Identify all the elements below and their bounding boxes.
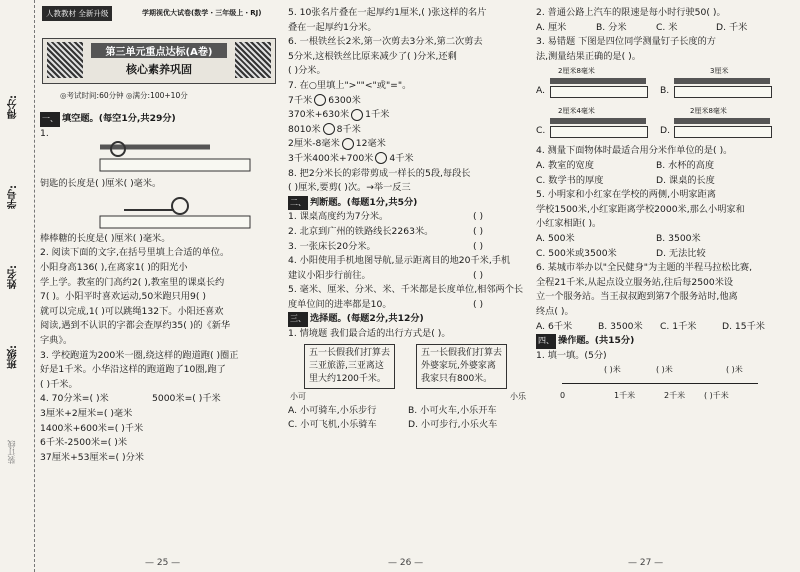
q3-line: ( )千米。 [40,378,78,390]
section-choice: 三、 选择题。(每题2分,共12分) [288,312,528,327]
q3-line: 3. 学校跑道为200米一圈,绕这样的跑道跑( )圈正 [40,349,239,361]
c6-question: 终点( )。 [536,305,574,317]
judge-item: 3. 一张床长20分米。 ( ) [288,240,484,252]
exam-header: 学期视优大试卷(数学・三年级上・RJ) [142,9,262,17]
judge-item: 建议小阳步行前往。 ( ) [288,269,484,281]
section-true-false: 二、 判断题。(每题1分,共5分) [288,196,528,211]
c2-question: 2. 普通公路上汽车的限速是每小时行驶50( )。 [536,7,726,18]
ruler-icon [674,86,772,98]
q5-line: 叠在一起厚约1分米。 [288,21,377,33]
nail-option-c[interactable]: C. 2厘米4毫米 [536,104,656,142]
class-label: 班级: [8,345,19,369]
unit-subtitle: 核心素养巩固 [126,63,192,76]
q4-row: 37厘米+53厘米=( )分米 [40,451,144,463]
page-number: — 27 — [628,558,664,568]
ruler-icon [550,86,648,98]
fold-line-label: 装订线 [7,440,16,464]
edition-tag: 人教教材 全新升级 [42,6,112,21]
c5-question: 5. 小明家和小红家在学校的两侧,小明家距离 [536,189,716,201]
q2-line: 小阳身高136( ),在离家1( )的阳光小 [40,261,188,273]
c5-question: 学校1500米,小红家距离学校2000米,那么小明家和 [536,203,745,215]
q2-line: 就可以完成,1( )可以跳绳132下。小阳还喜欢 [40,305,224,317]
c1-options: C. 小可飞机,小乐骑车 D. 小可步行,小乐火车 [288,419,498,431]
q6-line: ( )分米。 [288,65,326,77]
q8-line: 8. 把2分米长的彩带剪成一样长的5段,每段长 [288,167,471,179]
qr-code-icon [47,42,83,78]
c1-question: 1. 情境题 我们最合适的出行方式是( )。 [288,328,451,340]
nail-icon [674,78,770,84]
q2-line: 阅读,遇到不认识的字都会查厚约35( )的《新华 [40,320,231,332]
character-b-name: 小乐 [510,391,526,401]
q2-line: 学上学。教室的门高约2( ),教室里的课桌长约 [40,276,225,288]
character-a-name: 小可 [290,391,306,401]
lollipop-ruler [40,192,280,232]
q6-line: 6. 一根铁丝长2米,第一次剪去3分米,第二次剪去 [288,36,483,48]
speech-bubble-b: 五一长假我们打算去 外婆家玩,外婆家离 我家只有800米。 [416,344,507,389]
unit-title-box [42,38,276,84]
c5-options: A. 500米 B. 3500米 [536,232,701,244]
judge-item: 2. 北京到广州的铁路线长2263米。 ( ) [288,225,484,237]
page-number: — 26 — [388,558,424,568]
compare-circle[interactable] [351,109,363,121]
key-ruler-figure [40,141,260,177]
number-line-axis [562,383,758,384]
c2-options: A. 厘米 B. 分米 C. 米 D. 千米 [536,21,748,33]
q4-row: 6千米-2500米=( )米 [40,437,128,449]
q7-row: 370米+630米 1千米 [288,109,390,121]
header-banner [42,6,274,30]
compare-circle[interactable] [323,123,335,135]
q2-line: 7( )。小阳平时喜欢运动,50米跑只用9( ) [40,291,206,303]
page-number: — 25 — [145,558,181,568]
q3-line: 好是1千米。小华沿这样的跑道跑了10圈,跑了 [40,364,226,376]
q4-row: 1400米+600米=( )千米 [40,422,144,434]
c4-options: C. 数学书的厚度 D. 课桌的长度 [536,174,715,186]
student-id-label: 学号: [8,185,19,209]
binding-margin [0,0,35,572]
section-fill-in: 一、 填空题。(每空1分,共29分) [40,112,280,127]
q2-line: 字典》。 [40,334,73,346]
speech-bubble-a: 五一长假我们打算去 三亚旅游,三亚离这 里大约1200千米。 [304,344,395,389]
score-label: 得分: [8,95,19,119]
c6-question: 6. 某城市举办以"全民健身"为主题的半程马拉松比赛, [536,262,752,274]
q7-row: 8010米 8千米 [288,123,361,135]
key-ruler [40,141,280,177]
c3-question: 法,测量结果正确的是( )。 [536,50,641,62]
q4-row: 4. 70分米=( )米 5000米=( )千米 [40,393,221,405]
c5-question: 小红家相距( )。 [536,218,602,230]
q7-row: 3千米400米+700米 4千米 [288,152,414,164]
nail-option-d[interactable]: D. 2厘米8毫米 [660,104,780,142]
q8-line: ( )厘米,要剪( )次。→举一反三 [288,182,411,194]
q7-title: 7. 在○里填上">""<"或"="。 [288,79,412,91]
nail-option-a[interactable]: A. 2厘米8毫米 [536,64,656,102]
column-right [536,6,786,403]
nail-option-b[interactable]: B. 3厘米 [660,64,780,102]
q1-key-length: 钥匙的长度是( )厘米( )毫米。 [40,178,162,190]
q1-number: 1. [40,127,49,139]
judge-item: 4. 小阳使用手机地图导航,显示距离目的地20千米,手机 [288,255,511,267]
c3-nail-figures [536,64,786,144]
ruler-icon [550,126,648,138]
c1-options: A. 小可骑车,小乐步行 B. 小可火车,小乐开车 [288,404,497,416]
c6-question: 立一个服务站。当王叔叔跑到第7个服务站时,他离 [536,291,738,303]
lollipop-ruler-figure [40,192,260,232]
q2-line: 2. 阅读下面的文字,在括号里填上合适的单位。 [40,247,230,259]
judge-item: 1. 课桌高度约为7分米。 ( ) [288,211,484,223]
judge-item: 度单位间的进率都是10。 ( ) [288,298,484,310]
nail-icon [550,78,646,84]
op1-question: 1. 填一填。(5分) [536,349,607,361]
q7-row: 7千米 6300米 [288,94,361,106]
nail-icon [674,118,770,124]
c5-options: C. 500米或3500米 D. 无法比较 [536,247,706,259]
compare-circle[interactable] [314,94,326,106]
unit-title: 第三单元重点达标(A卷) [91,43,227,58]
c6-options: A. 6千米 B. 3500米 C. 1千米 D. 15千米 [536,320,765,332]
c3-question: 3. 易错题 下图是四位同学测量钉子长度的方 [536,36,716,48]
compare-circle[interactable] [342,138,354,150]
compare-circle[interactable] [375,152,387,164]
q5-line: 5. 10张名片叠在一起厚约1厘米,( )张这样的名片 [288,7,487,18]
c6-question: 全程21千米,从起点设立服务站,往后每2500米设 [536,276,734,288]
column-left [40,112,280,465]
q7-row: 2厘米-8毫米 12毫米 [288,138,386,150]
name-label: 姓名: [8,265,19,289]
judge-item: 5. 毫米、厘米、分米、米、千米都是长度单位,相邻两个长 [288,284,524,296]
q4-row: 3厘米+2厘米=( )毫米 [40,407,133,419]
exam-meta: ◎考试时间:60分钟 ◎满分:100+10分 [60,91,188,100]
q1-lollipop-length: 棒棒糖的长度是( )厘米( )毫米。 [40,232,171,244]
c4-question: 4. 测量下面物体时最适合用分米作单位的是( )。 [536,145,733,157]
q6-line: 5分米,这根铁丝比原来减少了( )分米,还剩 [288,50,457,62]
c4-options: A. 教室的宽度 B. 水杯的高度 [536,159,715,171]
c1-scene [288,342,528,404]
column-middle [288,6,528,433]
section-operation: 四、 操作题。(共15分) [536,334,786,349]
nail-icon [550,118,646,124]
qr-code-icon [235,42,271,78]
ruler-icon [674,126,772,138]
number-line: ( )米 ( )米 ( )米 0 1千米 2千米 ( )千米 [536,363,786,403]
